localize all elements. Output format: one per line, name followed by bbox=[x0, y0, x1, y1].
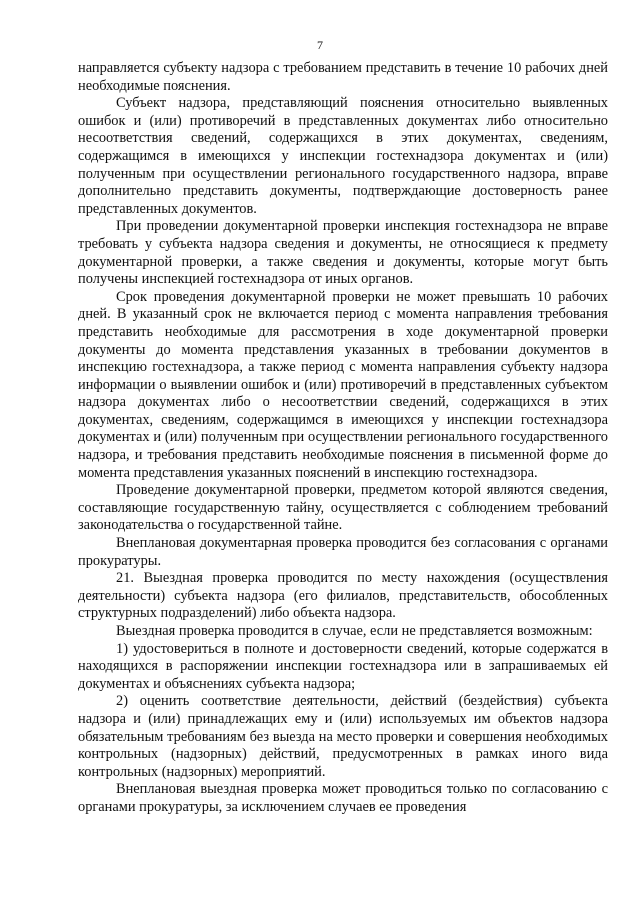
list-item-1: 1) удостовериться в полноте и достоверности сведений, которые содержатся в находящихся в распоряжении инспекции гостехнадзора или в запрашиваемых ей документах и объяснениях субъекта надзора; bbox=[78, 640, 608, 692]
page-number: 7 bbox=[317, 38, 323, 52]
paragraph: При проведении документарной проверки инспекция гостехнадзора не вправе требовать у субъекта надзора сведения и документы, не относящиеся к предмету документарной проверки, а также сведения и документы, которые могут быть получены инспекцией гостехнадзора от иных органов. bbox=[78, 218, 608, 288]
paragraph: Субъект надзора, представляющий пояснения относительно выявленных ошибок и (или) противоречий в представленных документах либо относительно несоответствия сведений, содержащихся в этих документах, сведениям, содержащимся в имеющихся у инспекции гостехнадзора документах и (или) полученным при осуществлении регионального государственного надзора, вправе дополнительно представить документы, подтверждающие достоверность ранее представленных документов. bbox=[78, 95, 608, 217]
paragraph: Проведение документарной проверки, предметом которой являются сведения, составляющие государственную тайну, осуществляется с соблюдением требований законодательства о государственной тайне. bbox=[78, 482, 608, 534]
list-item-2: 2) оценить соответствие деятельности, действий (бездействия) субъекта надзора и (или) принадлежащих ему и (или) используемых им объектов надзора обязательным требованиям без выезда на место проверки и совершения необходимых контрольных (надзорных) действий, предусмотренных в рамках иного вида контрольных (надзорных) мероприятий. bbox=[78, 693, 608, 780]
document-body bbox=[78, 60, 608, 817]
section-21-paragraph: 21. Выездная проверка проводится по месту нахождения (осуществления деятельности) субъекта надзора (его филиалов, представительств, обособленных структурных подразделений) либо объекта надзора. bbox=[78, 570, 608, 622]
paragraph: Внеплановая документарная проверка проводится без согласования с органами прокуратуры. bbox=[78, 535, 608, 569]
paragraph: направляется субъекту надзора с требованием представить в течение 10 рабочих дней необходимые пояснения. bbox=[78, 60, 608, 94]
paragraph: Срок проведения документарной проверки не может превышать 10 рабочих дней. В указанный срок не включается период с момента направления требования представить необходимые для рассмотрения в ходе документарной проверки документы до момента представления указанных в требовании документов в инспекцию гостехнадзора, а также период с момента направления субъекту надзора информации о выявлении ошибок и (или) противоречий в представленных субъектом надзора документах либо о несоответствии сведений, содержащихся в этих документах, сведениям, содержащимся в имеющихся у инспекции гостехнадзора документах и (или) полученным при осуществлении регионального государственного надзора, и требования представить необходимые пояснения в письменной форме до момента представления указанных пояснений в инспекцию гостехнадзора. bbox=[78, 288, 608, 481]
paragraph: Выездная проверка проводится в случае, если не представляется возможным: bbox=[116, 623, 593, 639]
paragraph: Внеплановая выездная проверка может проводиться только по согласованию с органами прокуратуры, за исключением случаев ее проведения bbox=[78, 781, 608, 815]
